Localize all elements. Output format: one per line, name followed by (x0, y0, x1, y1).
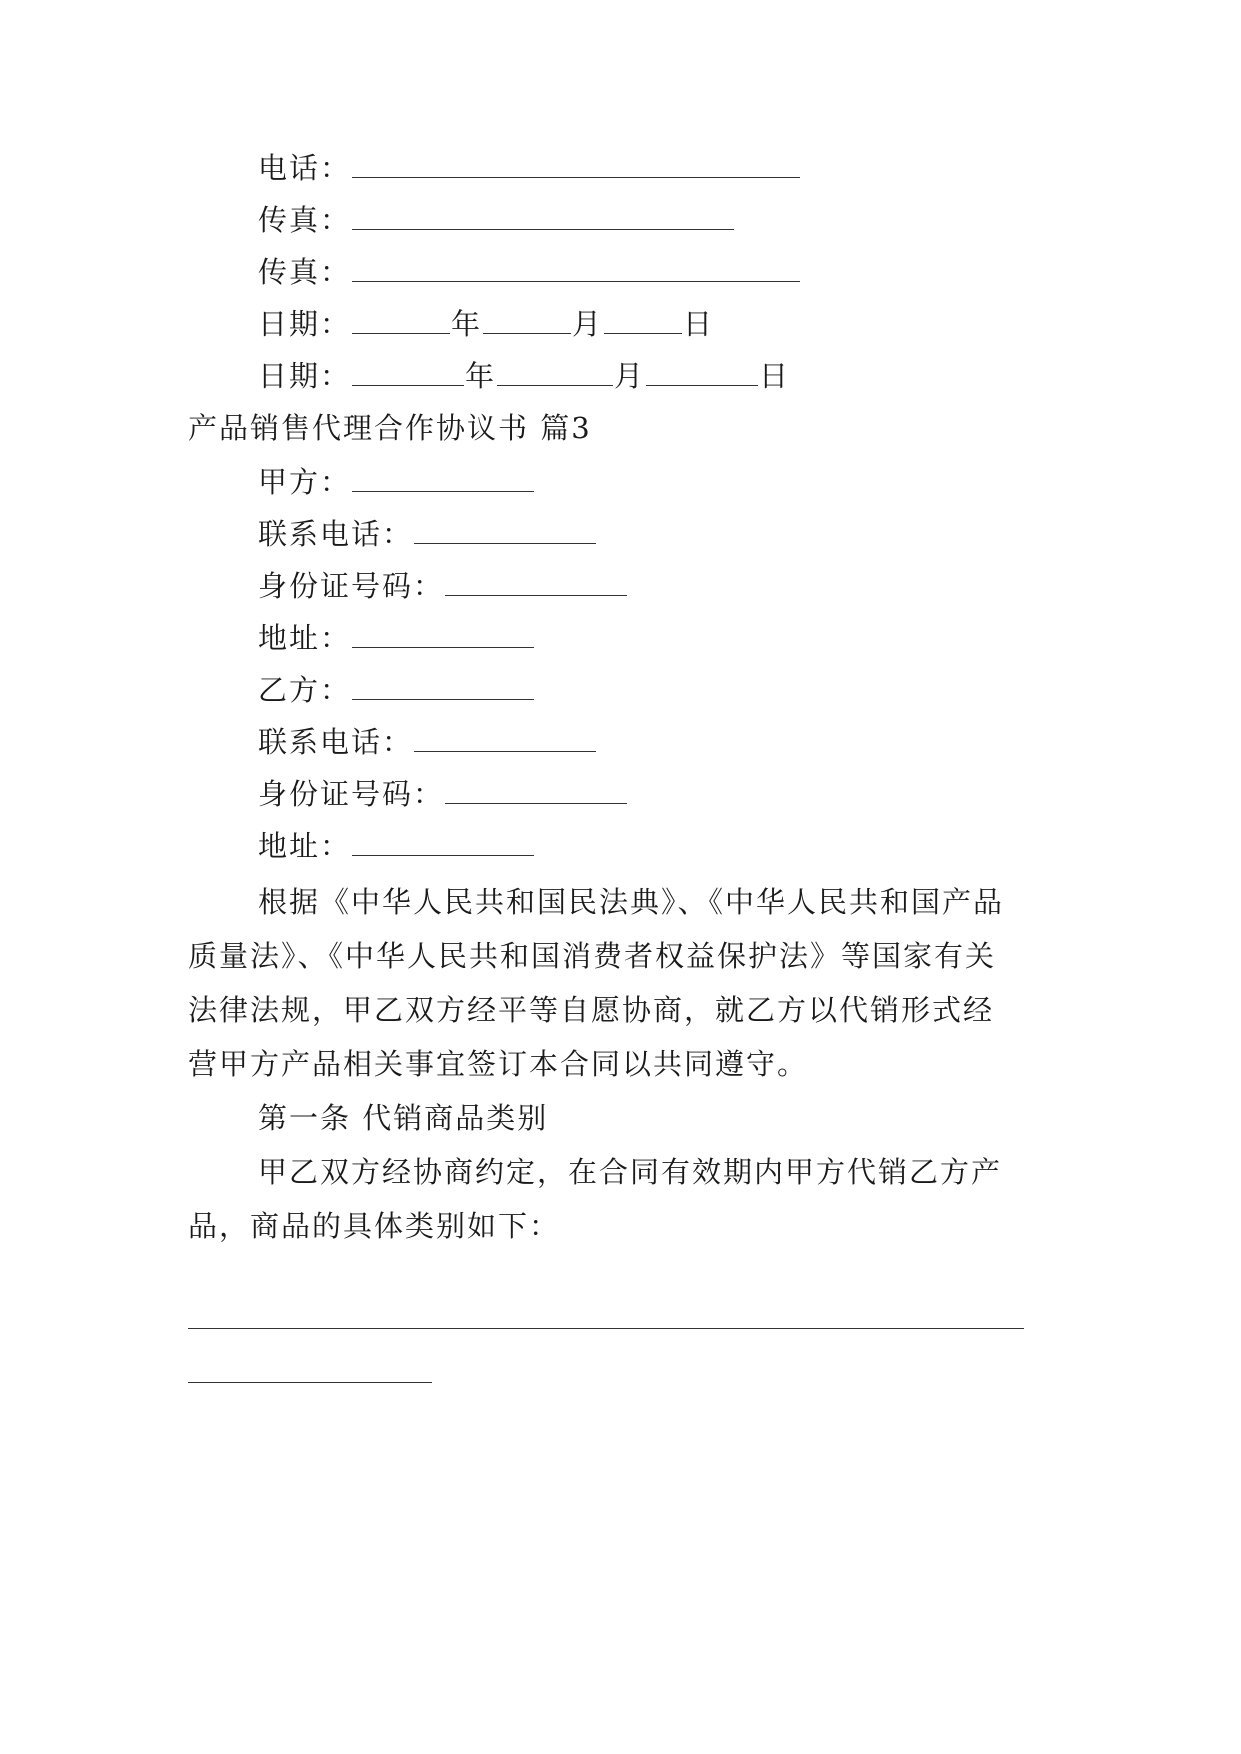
article-body-line: 甲乙双方经协商约定，在合同有效期内甲方代销乙方产 (258, 1155, 1003, 1189)
fill-in-line[interactable] (188, 1328, 1024, 1329)
month-blank[interactable] (497, 365, 613, 386)
fax-field-1 (258, 200, 735, 240)
party-b-phone-label: 联系电话： (258, 725, 414, 759)
party-b-id-label: 身份证号码： (258, 777, 445, 811)
day-label: 日 (759, 359, 791, 393)
party-a-phone-blank[interactable] (414, 523, 596, 544)
year-blank[interactable] (352, 313, 450, 334)
year-label: 年 (465, 359, 497, 393)
party-a-phone-field (258, 514, 597, 554)
party-b-name-blank[interactable] (352, 679, 534, 700)
month-label: 月 (614, 359, 646, 393)
date-field-2 (258, 356, 790, 396)
party-b-phone-field (258, 722, 597, 762)
party-a-address-label: 地址： (258, 621, 352, 655)
month-blank[interactable] (483, 313, 571, 334)
party-b-name-field (258, 670, 535, 710)
party-b-address-label: 地址： (258, 829, 352, 863)
preamble-line: 质量法》、《中华人民共和国消费者权益保护法》等国家有关 (188, 939, 997, 973)
date-label: 日期： (258, 359, 352, 393)
fax-blank[interactable] (352, 261, 800, 282)
month-label: 月 (572, 307, 604, 341)
party-a-phone-label: 联系电话： (258, 517, 414, 551)
fax-label: 传真： (258, 255, 352, 289)
party-b-phone-blank[interactable] (414, 731, 596, 752)
party-b-id-blank[interactable] (445, 783, 627, 804)
party-b-id-field (258, 774, 628, 814)
party-a-id-field (258, 566, 628, 606)
phone-field (258, 148, 801, 188)
fill-in-line[interactable] (188, 1382, 432, 1383)
day-label: 日 (683, 307, 715, 341)
party-b-address-field (258, 826, 535, 866)
party-a-address-blank[interactable] (352, 627, 534, 648)
party-a-name-field (258, 462, 535, 502)
party-b-name-label: 乙方： (258, 673, 352, 707)
fax-label: 传真： (258, 203, 352, 237)
party-b-address-blank[interactable] (352, 835, 534, 856)
preamble-line: 法律法规，甲乙双方经平等自愿协商，就乙方以代销形式经 (188, 993, 995, 1027)
party-a-address-field (258, 618, 535, 658)
date-label: 日期： (258, 307, 352, 341)
fax-field-2 (258, 252, 801, 292)
phone-blank[interactable] (352, 157, 800, 178)
party-a-id-blank[interactable] (445, 575, 627, 596)
day-blank[interactable] (646, 365, 758, 386)
party-a-name-blank[interactable] (352, 471, 534, 492)
year-blank[interactable] (352, 365, 464, 386)
section-title: 产品销售代理合作协议书 篇3 (188, 411, 592, 445)
date-field-1 (258, 304, 714, 344)
article-body-line: 品，商品的具体类别如下： (188, 1209, 561, 1243)
year-label: 年 (451, 307, 483, 341)
fax-blank[interactable] (352, 209, 734, 230)
preamble-line: 根据《中华人民共和国民法典》、《中华人民共和国产品 (258, 885, 1005, 919)
party-a-id-label: 身份证号码： (258, 569, 445, 603)
day-blank[interactable] (604, 313, 682, 334)
phone-label: 电话： (258, 151, 352, 185)
party-a-name-label: 甲方： (258, 465, 352, 499)
article-heading: 第一条 代销商品类别 (258, 1101, 549, 1135)
preamble-line: 营甲方产品相关事宜签订本合同以共同遵守。 (188, 1047, 809, 1081)
